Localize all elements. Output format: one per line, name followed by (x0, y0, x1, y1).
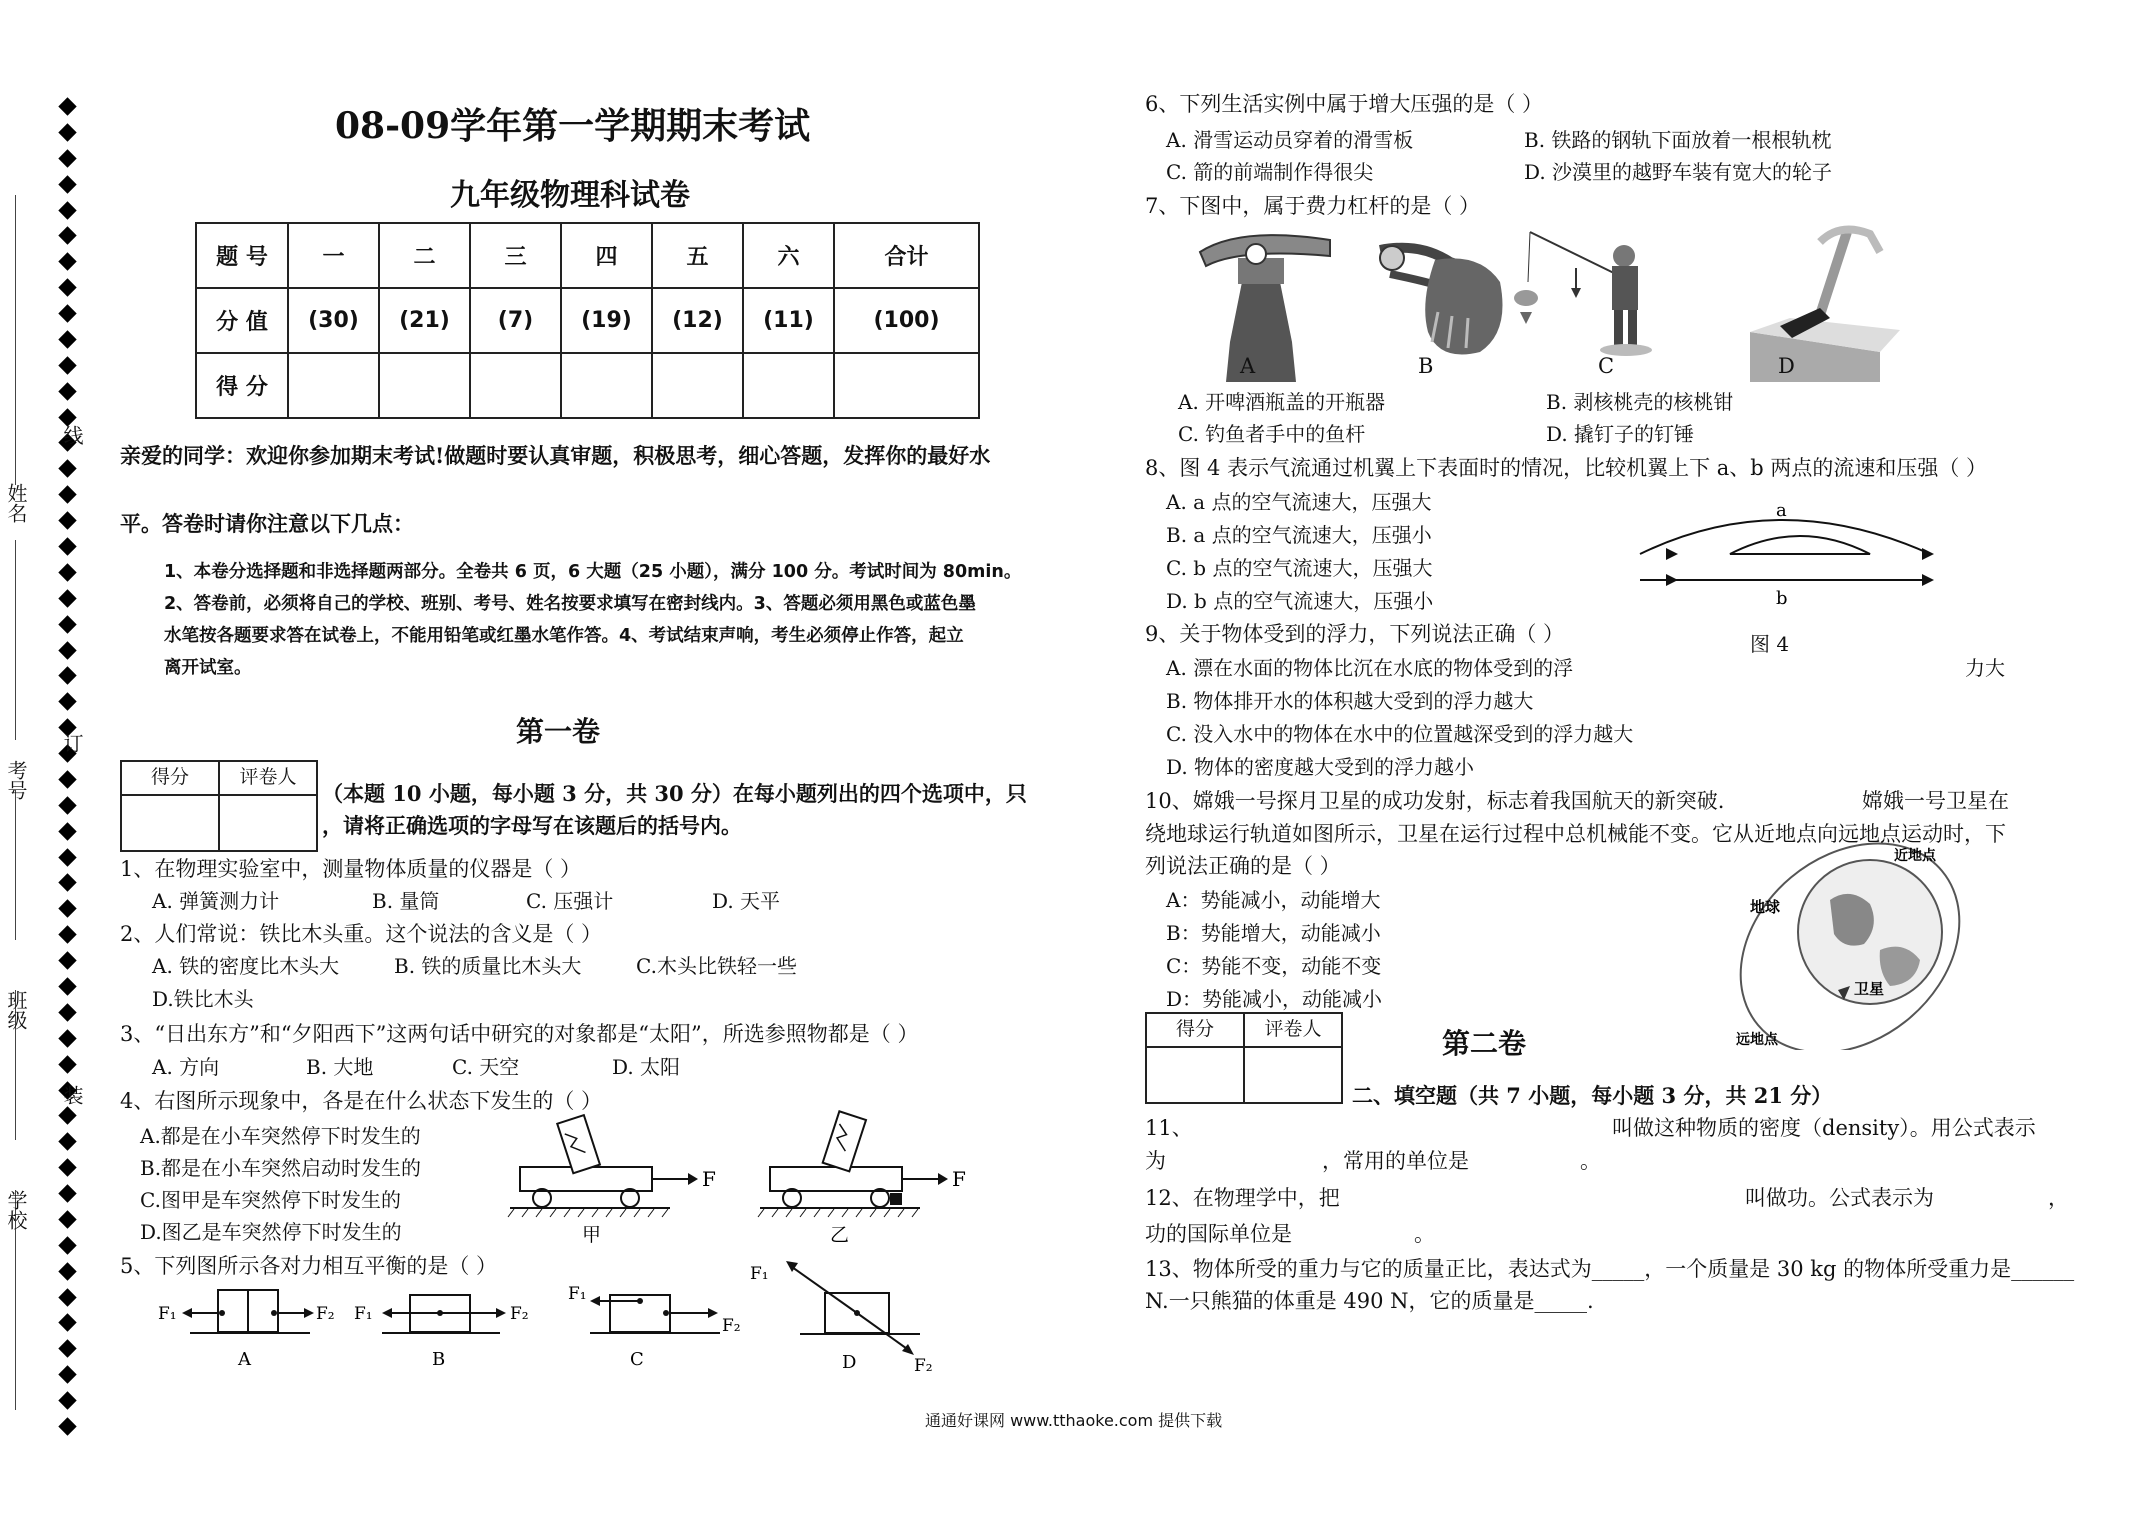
seal-diamond (58, 1003, 76, 1021)
force-diagram-a (158, 1290, 335, 1370)
question-2-stem: 2、人们常说：铁比木头重。这个说法的含义是（ ） (120, 922, 603, 946)
column-header: 合计 (834, 223, 979, 288)
seal-diamond (58, 926, 76, 944)
claw-hammer-image (1750, 230, 1900, 383)
question-2-option-c: C.木头比铁轻一些 (636, 954, 797, 978)
column-header: 四 (561, 223, 652, 288)
nutcracker-image (1380, 246, 1503, 355)
intro-line-1: 亲爱的同学：欢迎你参加期末考试!做题时要认真审题，积极思考，细心答题，发挥你的最好水 (120, 443, 991, 468)
force-label: F (952, 1167, 966, 1191)
question-11-label: 11、 (1145, 1116, 1193, 1140)
question-13-line-1: 13、物体所受的重力与它的质量正比，表达式为_____，一个质量是 30 kg 的物体所受重力是______ (1145, 1257, 2075, 1281)
question-10-option-b: B：势能增大，动能减小 (1166, 921, 1381, 945)
seal-diamond (58, 1340, 76, 1358)
seal-line (15, 195, 16, 485)
note-line: 2、答卷前，必须将自己的学校、班别、考号、姓名按要求填写在密封线内。3、答题必须用黑色或蓝色墨 (164, 594, 976, 614)
seal-diamond (58, 149, 76, 167)
force-diagram-c (568, 1284, 741, 1370)
score-table-row (196, 288, 979, 353)
row-label: 题 号 (196, 223, 288, 288)
seal-diamond (58, 382, 76, 400)
grader-score-cell[interactable] (121, 795, 219, 851)
question-2-option-d: D.铁比木头 (152, 987, 254, 1011)
seal-diamond (58, 1236, 76, 1254)
score-value: (11) (743, 288, 834, 353)
seal-diamond (58, 1107, 76, 1125)
f1-label: F₁ (158, 1304, 177, 1324)
question-6-option-a: A. 滑雪运动员穿着的滑雪板 (1166, 128, 1414, 152)
question-3-option-c: C. 天空 (452, 1055, 520, 1079)
point-b-label: b (1776, 588, 1788, 606)
lever-label-b: B (1418, 354, 1434, 378)
score-value: (7) (470, 288, 561, 353)
seal-diamond (58, 330, 76, 348)
part2-title: 第二卷 (1442, 1027, 1527, 1060)
score-cell[interactable] (834, 353, 979, 418)
seal-diamond (58, 201, 76, 219)
column-header: 一 (288, 223, 379, 288)
score-table-row (196, 353, 979, 418)
question-11-text: 。 (1580, 1149, 1601, 1173)
score-cell[interactable] (652, 353, 743, 418)
seal-diamond (58, 1184, 76, 1202)
question-3-option-d: D. 太阳 (612, 1055, 681, 1079)
f2-label: F₂ (722, 1316, 741, 1336)
question-7-option-d: D. 撬钉子的钉锤 (1546, 422, 1695, 446)
seal-diamond (58, 977, 76, 995)
seal-diamond (58, 1055, 76, 1073)
note-line: 水笔按各题要求答在试卷上，不能用铅笔或红墨水笔作答。4、考试结束声响，考生必须停止作答，起立 (164, 626, 964, 646)
seal-diamond (58, 770, 76, 788)
grader-score-label: 得分 (121, 761, 219, 795)
score-value: (19) (561, 288, 652, 353)
earth-label: 地球 (1750, 898, 1781, 916)
seal-diamond (58, 848, 76, 866)
question-13-line-2: N.一只熊猫的体重是 490 N，它的质量是_____. (1145, 1289, 1594, 1313)
question-4-option-d: D.图乙是车突然停下时发生的 (140, 1220, 402, 1244)
seal-diamond (58, 641, 76, 659)
point-a-label: a (1776, 500, 1787, 521)
question-3-stem: 3、“日出东方”和“夕阳西下”这两句话中研究的对象都是“太阳”，所选参照物都是（ ） (120, 1022, 919, 1046)
question-12-text: 。 (1414, 1222, 1435, 1246)
option-label-d: D (842, 1352, 857, 1373)
question-9-option-a-tail: 力大 (1965, 656, 2005, 680)
seal-diamond (58, 667, 76, 685)
question-8-option-d: D. b 点的空气流速大，压强小 (1166, 589, 1434, 613)
seal-diamond (58, 874, 76, 892)
question-12-text: 12、在物理学中，把 (1145, 1186, 1340, 1210)
class-label: 班级 (4, 990, 28, 1030)
question-4-stem: 4、右图所示现象中，各是在什么状态下发生的（ ） (120, 1089, 603, 1113)
question-4-option-c: C.图甲是车突然停下时发生的 (140, 1188, 401, 1212)
question-3-option-a: A. 方向 (152, 1055, 220, 1079)
exam-subtitle: 九年级物理科试卷 (450, 178, 690, 213)
grader-name-cell[interactable] (219, 795, 317, 851)
f2-label: F₂ (316, 1304, 335, 1324)
seal-line (15, 790, 16, 940)
question-12-text: 功的国际单位是 (1145, 1222, 1292, 1246)
question-1-option-d: D. 天平 (712, 889, 781, 913)
seal-diamond (58, 460, 76, 478)
question-7-option-a: A. 开啤酒瓶盖的开瓶器 (1178, 390, 1386, 414)
column-header: 二 (379, 223, 470, 288)
seal-diamond (58, 796, 76, 814)
seal-diamond (58, 1391, 76, 1409)
question-11-text: 为 (1145, 1149, 1166, 1173)
question-9-option-a: A. 漂在水面的物体比沉在水底的物体受到的浮 (1166, 656, 1574, 680)
score-cell[interactable] (288, 353, 379, 418)
footer-source: 通通好课网 www.tthaoke.com 提供下载 (925, 1411, 1223, 1430)
note-line: 离开试室。 (164, 658, 252, 678)
force-balance-figure (150, 1255, 950, 1385)
seal-diamond (58, 1210, 76, 1228)
question-10-option-a: A：势能减小，动能增大 (1166, 888, 1381, 912)
question-10-option-d: D：势能减小，动能减小 (1166, 987, 1383, 1011)
seal-diamond (58, 1158, 76, 1176)
force-label: F (702, 1167, 716, 1191)
apogee-label: 远地点 (1736, 1032, 1778, 1048)
seal-diamond (58, 900, 76, 918)
grader-score-label: 得分 (1146, 1013, 1244, 1047)
question-8-option-b: B. a 点的空气流速大，压强小 (1166, 523, 1432, 547)
option-label-a: A (238, 1349, 251, 1370)
fisherman-image (1514, 232, 1652, 356)
option-label-b: B (432, 1349, 446, 1370)
seal-diamond (58, 278, 76, 296)
seal-diamond (58, 1417, 76, 1435)
question-9-option-b: B. 物体排开水的体积越大受到的浮力越大 (1166, 689, 1534, 713)
column-header: 六 (743, 223, 834, 288)
cart-yi (758, 1111, 966, 1246)
question-8-option-c: C. b 点的空气流速大，压强大 (1166, 556, 1433, 580)
question-4-option-a: A.都是在小车突然停下时发生的 (140, 1124, 421, 1148)
seal-diamond (58, 1133, 76, 1151)
f1-label: F₁ (750, 1264, 769, 1284)
score-value: (21) (379, 288, 470, 353)
question-1-stem: 1、在物理实验室中，测量物体质量的仪器是（ ） (120, 857, 582, 881)
name-label: 姓名 (4, 483, 28, 523)
score-value: (30) (288, 288, 379, 353)
cut-label-xian: 线 (60, 425, 84, 445)
question-9-stem: 9、关于物体受到的浮力，下列说法正确（ ） (1145, 622, 1565, 646)
lever-label-a: A (1240, 354, 1256, 378)
satellite-orbit-figure (1720, 840, 1980, 1050)
question-5-stem: 5、下列图所示各对力相互平衡的是（ ） (120, 1254, 498, 1278)
seal-diamond-column (60, 100, 76, 1430)
question-11-text: 叫做这种物质的密度（density）。用公式表示 (1612, 1116, 2036, 1140)
question-6-option-b: B. 铁路的钢轨下面放着一根根轨枕 (1524, 128, 1832, 152)
intro-line-2: 平。答卷时请你注意以下几点： (120, 511, 414, 536)
seal-diamond (58, 693, 76, 711)
seal-diamond (58, 951, 76, 969)
seal-diamond (58, 304, 76, 322)
part1-instruction: ，请将正确选项的字母写在该题后的括号内。 (322, 813, 742, 838)
satellite-label: 卫星 (1854, 980, 1885, 998)
cut-label-ding: 订 (60, 733, 84, 753)
force-diagram-d (750, 1261, 933, 1376)
seal-diamond (58, 97, 76, 115)
part2-section-title: 二、填空题（共 7 小题，每小题 3 分，共 21 分） (1352, 1083, 1833, 1108)
seal-diamond (58, 563, 76, 581)
question-12-text: ， (2048, 1186, 2069, 1210)
question-7-option-c: C. 钓鱼者手中的鱼杆 (1178, 422, 1366, 446)
question-4-option-b: B.都是在小车突然启动时发生的 (140, 1156, 422, 1180)
seal-diamond (58, 511, 76, 529)
figure-label-yi: 乙 (830, 1224, 850, 1246)
seal-diamond (58, 175, 76, 193)
seal-diamond (58, 537, 76, 555)
score-cell[interactable] (379, 353, 470, 418)
score-cell[interactable] (561, 353, 652, 418)
grader-box (120, 760, 318, 852)
row-label: 分 值 (196, 288, 288, 353)
question-1-option-c: C. 压强计 (526, 889, 614, 913)
f1-label: F₁ (354, 1304, 373, 1324)
column-header: 三 (470, 223, 561, 288)
school-label: 学校 (4, 1190, 28, 1230)
option-label-c: C (630, 1349, 644, 1370)
seal-diamond (58, 356, 76, 374)
f2-label: F₂ (914, 1356, 933, 1376)
part2-grader-box (1145, 1012, 1343, 1104)
seal-diamond (58, 1029, 76, 1047)
f2-label: F₂ (510, 1304, 529, 1324)
force-diagram-b (354, 1295, 529, 1370)
grader-name-label: 评卷人 (219, 761, 317, 795)
seal-line (15, 540, 16, 740)
cart-jia (508, 1115, 716, 1246)
exam-number-label: 考号 (4, 760, 28, 800)
question-10-line-1-tail: 嫦娥一号卫星在 (1862, 789, 2009, 813)
seal-diamond (58, 822, 76, 840)
grader-name-cell[interactable] (1244, 1047, 1342, 1103)
question-12-text: 叫做功。公式表示为 (1745, 1186, 1934, 1210)
question-3-option-b: B. 大地 (306, 1055, 374, 1079)
score-cell[interactable] (470, 353, 561, 418)
score-cell[interactable] (743, 353, 834, 418)
question-1-option-a: A. 弹簧测力计 (152, 889, 280, 913)
seal-diamond (58, 227, 76, 245)
perigee-label: 近地点 (1894, 848, 1936, 864)
seal-diamond (58, 1366, 76, 1384)
question-10-line-3: 列说法正确的是（ ） (1145, 854, 1341, 878)
grader-name-label: 评卷人 (1244, 1013, 1342, 1047)
question-10-line-2: 绕地球运行轨道如图所示，卫星在运行过程中总机械能不变。它从近地点向远地点运动时，下 (1145, 822, 2006, 846)
figure-label-jia: 甲 (582, 1224, 602, 1246)
question-10-line-1: 10、嫦娥一号探月卫星的成功发射，标志着我国航天的新突破. (1145, 789, 1725, 813)
seal-diamond (58, 123, 76, 141)
inertia-cart-figure (500, 1105, 980, 1250)
seal-diamond (58, 408, 76, 426)
bottle-opener-image (1200, 235, 1330, 382)
score-table (195, 222, 980, 419)
seal-diamond (58, 615, 76, 633)
f1-label: F₁ (568, 1284, 587, 1304)
lever-label-d: D (1778, 354, 1795, 378)
seal-diamond (58, 1314, 76, 1332)
part1-instruction: （本题 10 小题，每小题 3 分，共 30 分）在每小题列出的四个选项中，只 (322, 781, 1027, 806)
question-11-text: ，常用的单位是 (1322, 1149, 1469, 1173)
seal-diamond (58, 1288, 76, 1306)
question-6-option-d: D. 沙漠里的越野车装有宽大的轮子 (1524, 160, 1833, 184)
seal-diamond (58, 589, 76, 607)
part1-title: 第一卷 (516, 715, 601, 748)
question-8-stem: 8、图 4 表示气流通过机翼上下表面时的情况，比较机翼上下 a、b 两点的流速和压强（ ） (1145, 456, 1988, 480)
column-header: 五 (652, 223, 743, 288)
seal-diamond (58, 486, 76, 504)
lever-label-c: C (1598, 354, 1615, 378)
cut-label-zhuang: 装 (60, 1085, 84, 1105)
question-7-stem: 7、下图中，属于费力杠杆的是（ ） (1145, 194, 1481, 218)
note-line: 1、本卷分选择题和非选择题两部分。全卷共 6 页，6 大题（25 小题），满分 100 分。考试时间为 80min。 (164, 562, 1022, 582)
seal-diamond (58, 1262, 76, 1280)
question-9-option-c: C. 没入水中的物体在水中的位置越深受到的浮力越大 (1166, 722, 1634, 746)
exam-title: 08-09学年第一学期期末考试 (335, 105, 811, 147)
question-9-option-d: D. 物体的密度越大受到的浮力越小 (1166, 755, 1475, 779)
seal-diamond (58, 253, 76, 271)
score-table-row (196, 223, 979, 288)
row-label: 得 分 (196, 353, 288, 418)
question-10-option-c: C：势能不变，动能不变 (1166, 954, 1382, 978)
question-2-option-b: B. 铁的质量比木头大 (394, 954, 582, 978)
figure-4-caption: 图 4 (1750, 632, 1790, 656)
score-value: (100) (834, 288, 979, 353)
question-2-option-a: A. 铁的密度比木头大 (152, 954, 340, 978)
question-8-option-a: A. a 点的空气流速大，压强大 (1166, 490, 1432, 514)
question-7-option-b: B. 剥核桃壳的核桃钳 (1546, 390, 1734, 414)
question-1-option-b: B. 量筒 (372, 889, 440, 913)
question-6-stem: 6、下列生活实例中属于增大压强的是（ ） (1145, 92, 1544, 116)
score-value: (12) (652, 288, 743, 353)
question-6-option-c: C. 箭的前端制作得很尖 (1166, 160, 1374, 184)
airfoil-figure (1630, 496, 1960, 606)
grader-score-cell[interactable] (1146, 1047, 1244, 1103)
